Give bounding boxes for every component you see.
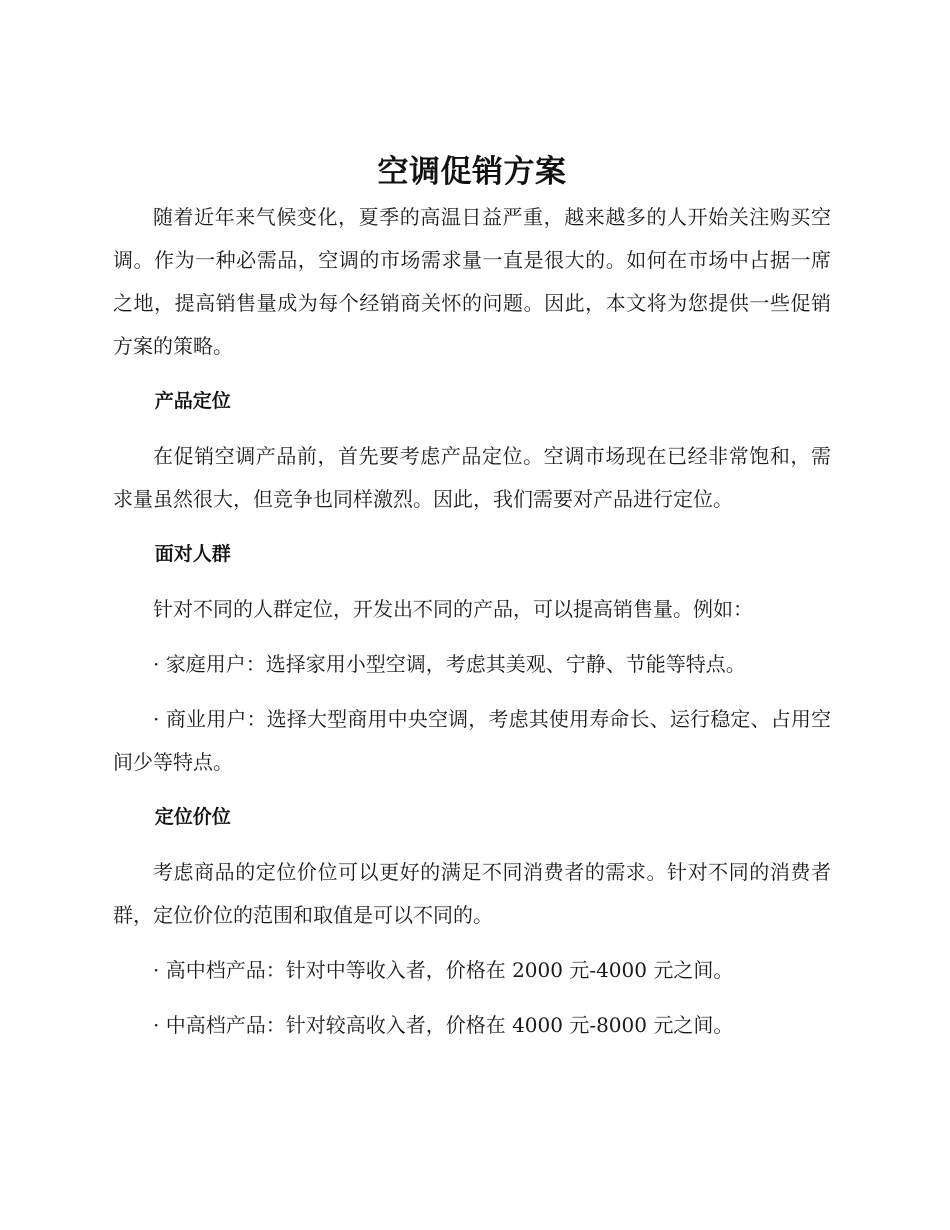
section-heading: 定位价位 (154, 806, 231, 828)
bullet-item: · 高中档产品：针对中等收入者，价格在 2000 元-4000 元之间。 (153, 958, 734, 982)
section-paragraph: 考虑商品的定位价位可以更好的满足不同消费者的需求。针对不同的消费者群，定位价位的范围和取值是可以不同的。 (113, 860, 831, 927)
section-heading: 产品定位 (154, 390, 231, 412)
section-price-positioning (113, 796, 831, 1047)
section-target-audience (113, 533, 831, 784)
document-title: 空调促销方案 (377, 154, 567, 190)
intro-paragraph: 随着近年来气候变化，夏季的高温日益严重，越来越多的人开始关注购买空调。作为一种必需品，空调的市场需求量一直是很大的。如何在市场中占据一席之地，提高销售量成为每个经销商关怀的问题。因此，本文将为您提供一些促销方案的策略。 (113, 205, 831, 358)
document-body (113, 148, 831, 1047)
section-product-positioning (113, 380, 831, 521)
section-heading: 面对人群 (154, 543, 231, 565)
section-paragraph: 针对不同的人群定位，开发出不同的产品，可以提高销售量。例如： (153, 597, 753, 621)
bullet-item: · 商业用户：选择大型商用中央空调，考虑其使用寿命长、运行稳定、占用空间少等特点。 (113, 707, 831, 774)
bullet-item: · 中高档产品：针对较高收入者，价格在 4000 元-8000 元之间。 (153, 1013, 734, 1037)
bullet-item: · 家庭用户：选择家用小型空调，考虑其美观、宁静、节能等特点。 (153, 652, 746, 676)
section-paragraph: 在促销空调产品前，首先要考虑产品定位。空调市场现在已经非常饱和，需求量虽然很大，但竞争也同样激烈。因此，我们需要对产品进行定位。 (113, 444, 831, 511)
